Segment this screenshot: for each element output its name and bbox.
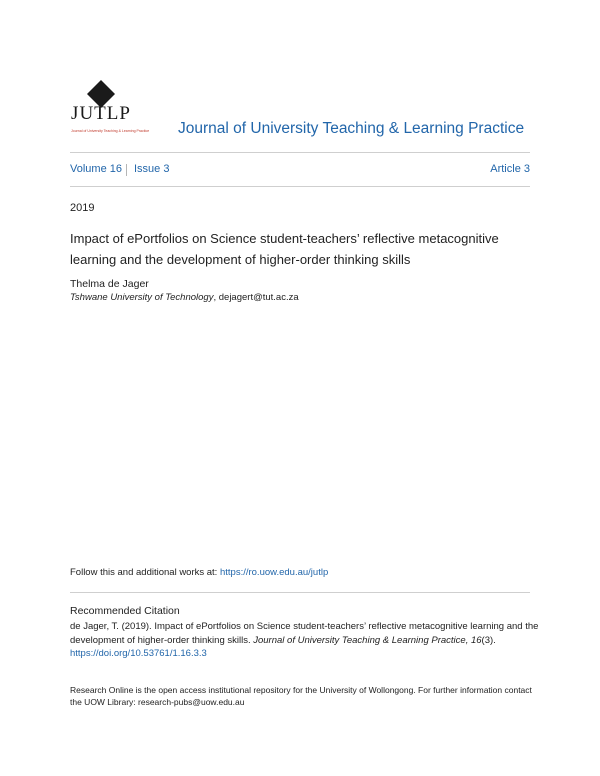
follow-text: Follow this and additional works at:: [70, 567, 220, 578]
citation-heading: Recommended Citation: [70, 605, 180, 617]
header-divider: [70, 152, 530, 153]
follow-line: [70, 567, 328, 578]
citation-issue: (3).: [481, 634, 496, 646]
citation-divider: [70, 592, 530, 593]
issue-divider: [70, 186, 530, 187]
citation-text: [70, 620, 540, 661]
paper-title: Impact of ePortfolios on Science student-teachers’ reflective metacognitive learning and the development of higher-order thinking skills: [70, 231, 499, 267]
logo-tagline: Journal of University Teaching & Learning Practice: [71, 129, 150, 133]
affiliation-email: , dejagert@tut.ac.za: [213, 292, 299, 303]
journal-name-link[interactable]: Journal of University Teaching & Learning Practice: [178, 120, 525, 137]
issue-link[interactable]: Issue 3: [134, 163, 170, 175]
citation-journal: Journal of University Teaching & Learning Practice, 16: [253, 634, 482, 646]
repository-footer: Research Online is the open access institutional repository for the University of Wollongong. For further information contact the UOW Library: research-pubs@uow.edu.au: [70, 685, 532, 707]
citation-body: de Jager, T. (2019). Impact of ePortfolios on Science student-teachers’ reflective metacognitive learning and the development of higher-order thinking skills.: [70, 621, 539, 646]
volume-link[interactable]: Volume 16: [70, 163, 122, 175]
issue-info: [70, 163, 530, 179]
logo-wordmark: JUTLP: [71, 103, 131, 124]
follow-url-link[interactable]: https://ro.uow.edu.au/jutlp: [219, 567, 329, 578]
author-affiliation: [70, 292, 299, 303]
publication-year: 2019: [70, 202, 95, 214]
affiliation-institution: Tshwane University of Technology: [70, 292, 214, 303]
article-link[interactable]: Article 3: [490, 163, 530, 175]
issue-separator: [126, 164, 127, 176]
doi-link[interactable]: https://doi.org/10.53761/1.16.3.3: [70, 648, 207, 659]
author-name: Thelma de Jager: [70, 278, 149, 290]
